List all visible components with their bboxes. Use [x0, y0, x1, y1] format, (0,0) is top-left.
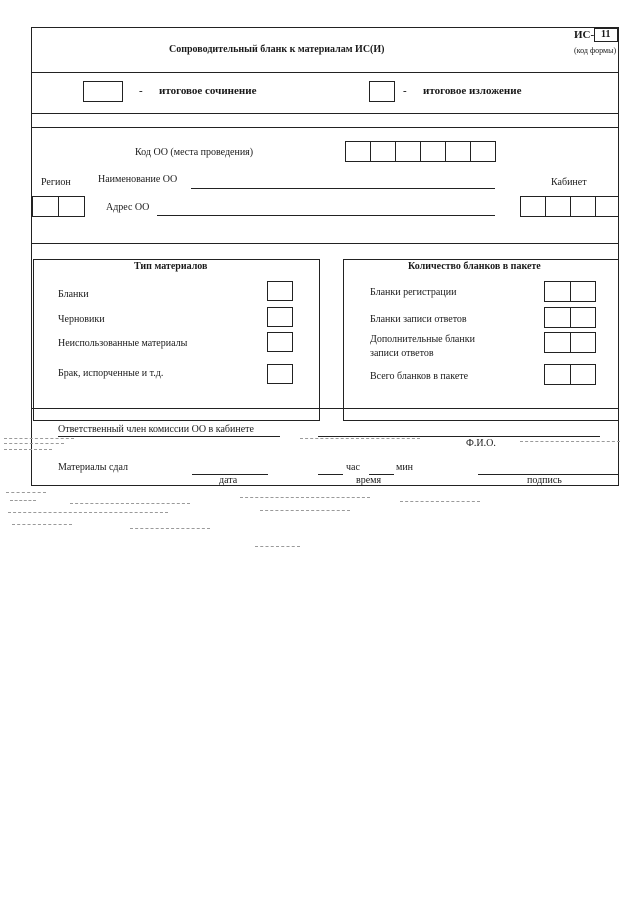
- room-label: Кабинет: [551, 177, 587, 188]
- school-name-label: Наименование ОО: [98, 174, 178, 185]
- essay-checkbox[interactable]: [83, 81, 123, 102]
- materials-item-label: Черновики: [58, 314, 105, 325]
- school-name-line[interactable]: [191, 188, 495, 189]
- essay-dash: -: [139, 85, 143, 97]
- hour-label: час: [346, 462, 360, 473]
- minute-label: мин: [396, 462, 414, 473]
- form-title: Сопроводительный бланк к материалам ИС(И): [169, 44, 385, 55]
- school-code-label: Код ОО (места проведения): [135, 147, 254, 158]
- materials-item-box[interactable]: [267, 364, 293, 384]
- fio-caption: Ф.И.О.: [466, 438, 496, 449]
- divider: [32, 243, 618, 244]
- exposition-dash: -: [403, 85, 407, 97]
- divider: [32, 72, 618, 73]
- form-code-box: [594, 28, 618, 42]
- time-caption: время: [356, 475, 382, 486]
- materials-item-label: Бланки: [58, 289, 89, 300]
- region-label: Регион: [41, 177, 71, 188]
- counts-item-label: Бланки записи ответов: [370, 314, 467, 325]
- region-cells[interactable]: [32, 196, 85, 217]
- responsible-member-label: Ответственный член комиссии ОО в кабинете: [58, 424, 254, 435]
- counts-item-cells[interactable]: [544, 364, 596, 385]
- materials-item-box[interactable]: [267, 332, 293, 352]
- form-code-caption: (код формы): [574, 46, 617, 55]
- essay-label: итоговое сочинение: [159, 85, 257, 97]
- counts-item-label-line2: записи ответов: [370, 348, 434, 359]
- exposition-checkbox[interactable]: [369, 81, 395, 102]
- materials-item-label: Неиспользованные материалы: [58, 338, 188, 349]
- divider: [32, 113, 618, 114]
- counts-item-cells[interactable]: [544, 281, 596, 302]
- counts-title: Количество бланков в пакете: [408, 261, 541, 272]
- materials-item-box[interactable]: [267, 281, 293, 301]
- room-cells[interactable]: [520, 196, 619, 217]
- counts-item-label: Всего бланков в пакете: [370, 371, 469, 382]
- form-code-number: 11: [601, 29, 611, 40]
- responsible-member-line[interactable]: [58, 436, 280, 437]
- date-caption: дата: [219, 475, 238, 486]
- hour-line[interactable]: [318, 474, 343, 475]
- materials-title: Тип материалов: [134, 261, 208, 272]
- divider: [32, 408, 618, 409]
- counts-item-label: Бланки регистрации: [370, 287, 457, 298]
- counts-item-cells[interactable]: [544, 307, 596, 328]
- form-code-prefix: ИС-: [574, 29, 595, 41]
- signature-caption: подпись: [527, 475, 562, 486]
- exposition-label: итоговое изложение: [423, 85, 522, 97]
- school-code-cells[interactable]: [345, 141, 496, 162]
- accompanying-form: [31, 27, 619, 486]
- divider: [32, 127, 618, 128]
- counts-item-cells[interactable]: [544, 332, 596, 353]
- counts-item-label-line1: Дополнительные бланки: [370, 334, 475, 345]
- submitted-label: Материалы сдал: [58, 462, 129, 473]
- school-address-line[interactable]: [157, 215, 495, 216]
- school-address-label: Адрес ОО: [106, 202, 150, 213]
- materials-item-label: Брак, испорченные и т.д.: [58, 368, 164, 379]
- fio-line[interactable]: [318, 436, 600, 437]
- materials-item-box[interactable]: [267, 307, 293, 327]
